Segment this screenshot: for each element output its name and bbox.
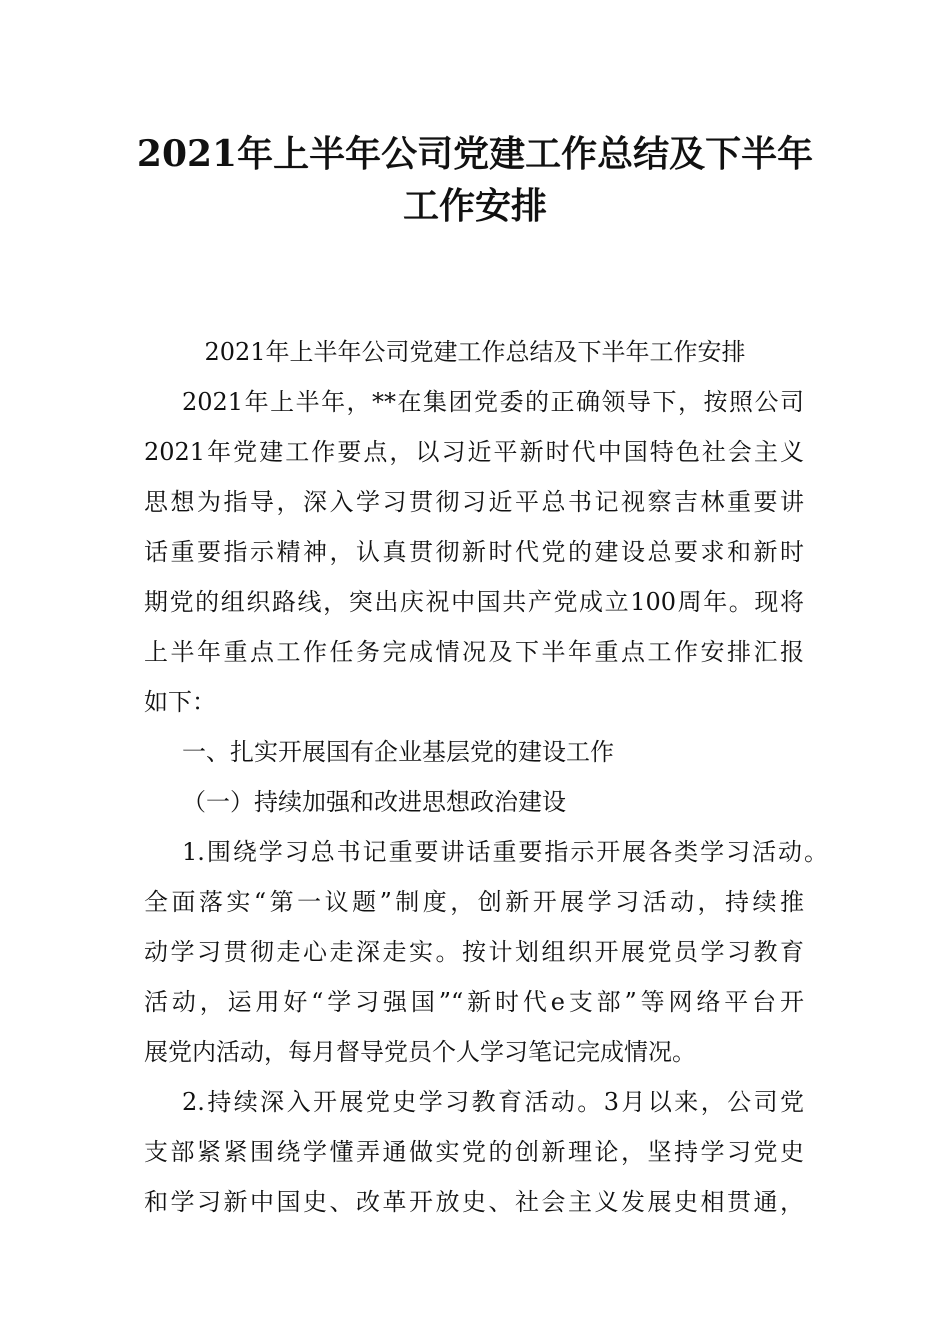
paragraph-line: 全面落实“第一议题”制度，创新开展学习活动，持续推 <box>144 888 804 916</box>
paragraph-line: 2.持续深入开展党史学习教育活动。3月以来，公司党 <box>182 1088 804 1116</box>
paragraph-line: 期党的组织路线，突出庆祝中国共产党成立100周年。现将 <box>144 588 804 616</box>
paragraph-line: 2021年上半年，**在集团党委的正确领导下，按照公司 <box>182 388 804 416</box>
paragraph-line: 展党内活动，每月督导党员个人学习笔记完成情况。 <box>144 1038 696 1066</box>
paragraph-line: 如下： <box>144 688 216 716</box>
document-title-line-2: 工作安排 <box>402 185 547 227</box>
paragraph-line: 2021年党建工作要点，以习近平新时代中国特色社会主义 <box>144 438 804 466</box>
paragraph-line: 和学习新中国史、改革开放史、社会主义发展史相贯通， <box>144 1188 804 1216</box>
paragraph-line: 动学习贯彻走心走深走实。按计划组织开展党员学习教育 <box>144 938 804 966</box>
section-heading: 一、扎实开展国有企业基层党的建设工作 <box>182 738 614 766</box>
paragraph-line: 思想为指导，深入学习贯彻习近平总书记视察吉林重要讲 <box>144 488 804 516</box>
document-subtitle: 2021年上半年公司党建工作总结及下半年工作安排 <box>204 338 746 366</box>
paragraph-line: 话重要指示精神，认真贯彻新时代党的建设总要求和新时 <box>144 538 804 566</box>
subsection-heading: （一）持续加强和改进思想政治建设 <box>182 788 566 816</box>
paragraph-line: 活动，运用好“学习强国”“新时代e支部”等网络平台开 <box>144 988 804 1016</box>
document-title-line-1: 2021年上半年公司党建工作总结及下半年 <box>136 133 814 175</box>
paragraph-line: 支部紧紧围绕学懂弄通做实党的创新理论，坚持学习党史 <box>144 1138 804 1166</box>
paragraph-line: 1.围绕学习总书记重要讲话重要指示开展各类学习活动。 <box>182 838 828 866</box>
paragraph-line: 上半年重点工作任务完成情况及下半年重点工作安排汇报 <box>144 638 804 666</box>
